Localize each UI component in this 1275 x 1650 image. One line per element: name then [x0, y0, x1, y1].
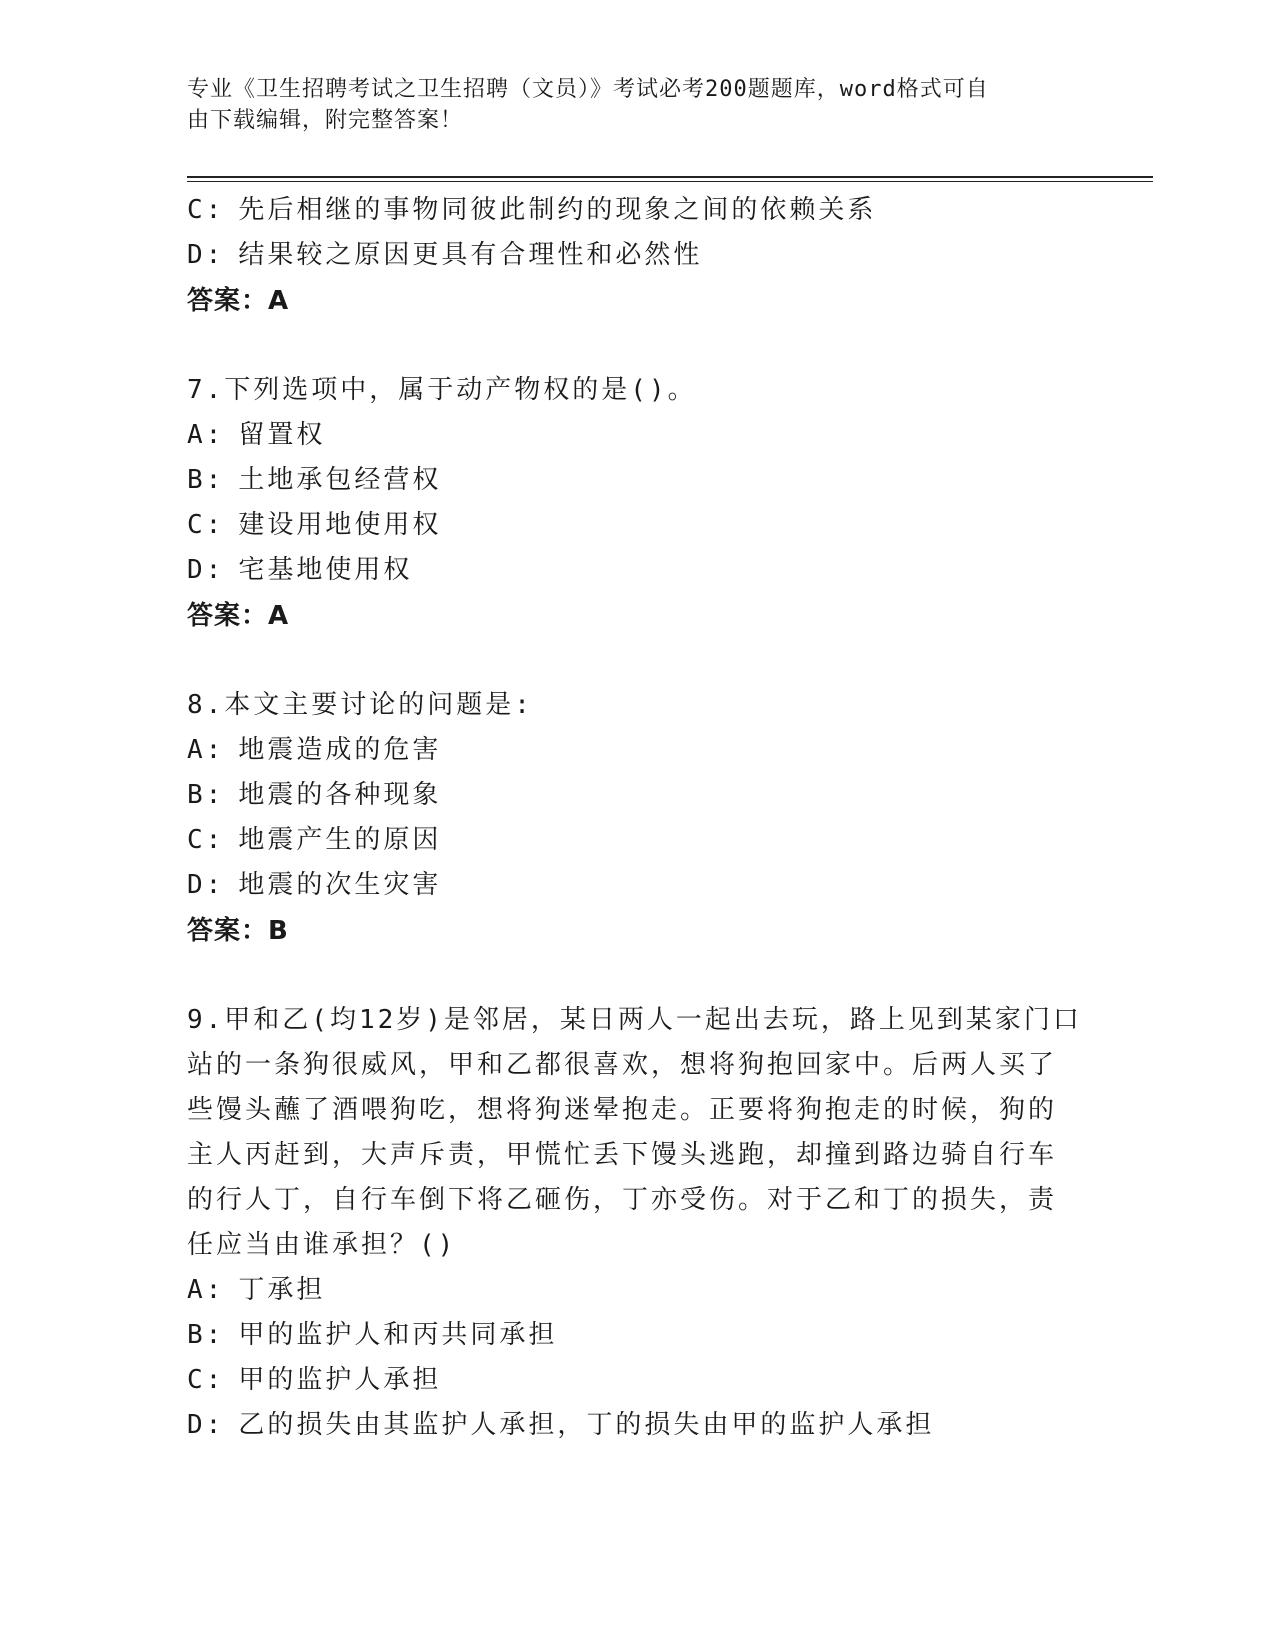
option-text: 地震产生的原因: [238, 825, 442, 855]
option-row: [187, 863, 1087, 908]
option-key: D:: [187, 1410, 225, 1440]
option-key: C:: [187, 510, 225, 540]
option-text: 先后相继的事物同彼此制约的现象之间的依赖关系: [238, 195, 877, 225]
option-text: 留置权: [238, 420, 326, 450]
question-block: [187, 368, 1087, 639]
option-text: 宅基地使用权: [238, 555, 413, 585]
question-stem-line: 9.甲和乙(均12岁)是邻居，某日两人一起出去玩，路上见到某家门口: [187, 1005, 1082, 1035]
question-block: [187, 998, 1087, 1448]
document-header: [187, 74, 1067, 136]
option-row: [187, 458, 1087, 503]
option-text: 土地承包经营权: [238, 465, 442, 495]
option-text: 乙的损失由其监护人承担，丁的损失由甲的监护人承担: [238, 1410, 935, 1440]
answer-line: 答案：A: [187, 286, 290, 316]
answer-line: 答案：A: [187, 601, 290, 631]
option-key: B:: [187, 465, 225, 495]
option-key: B:: [187, 1320, 225, 1350]
option-row: [187, 503, 1087, 548]
option-key: C:: [187, 1365, 225, 1395]
question-stem-line: 些馒头蘸了酒喂狗吃，想将狗迷晕抱走。正要将狗抱走的时候，狗的: [187, 1095, 1058, 1125]
option-key: D:: [187, 555, 225, 585]
option-row: [187, 1268, 1087, 1313]
option-row: [187, 773, 1087, 818]
question-content: [187, 188, 1087, 1448]
option-key: D:: [187, 870, 225, 900]
option-key: A:: [187, 420, 225, 450]
answer-line: 答案：B: [187, 916, 289, 946]
option-key: D:: [187, 240, 225, 270]
option-row: [187, 413, 1087, 458]
option-key: C:: [187, 195, 225, 225]
option-key: C:: [187, 825, 225, 855]
option-row: [187, 548, 1087, 593]
option-text: 甲的监护人和丙共同承担: [238, 1320, 558, 1350]
header-divider-thin: [187, 181, 1153, 182]
question-stem-line: 的行人丁，自行车倒下将乙砸伤，丁亦受伤。对于乙和丁的损失，责: [187, 1185, 1058, 1215]
option-text: 地震造成的危害: [238, 735, 442, 765]
option-row: [187, 818, 1087, 863]
question-stem-line: 任应当由谁承担？(): [187, 1230, 457, 1260]
option-row: [187, 728, 1087, 773]
option-row: [187, 1403, 1087, 1448]
option-key: A:: [187, 1275, 225, 1305]
question-stem-line: 主人丙赶到，大声斥责，甲慌忙丢下馒头逃跑，却撞到路边骑自行车: [187, 1140, 1058, 1170]
option-row: [187, 1358, 1087, 1403]
option-key: B:: [187, 780, 225, 810]
option-text: 地震的次生灾害: [238, 870, 442, 900]
header-line-1: 专业《卫生招聘考试之卫生招聘（文员）》考试必考200题题库，word格式可自: [187, 77, 989, 102]
option-text: 建设用地使用权: [238, 510, 442, 540]
question-stem: 8.本文主要讨论的问题是:: [187, 690, 533, 720]
option-key: A:: [187, 735, 225, 765]
option-text: 甲的监护人承担: [238, 1365, 442, 1395]
carryover-block: [187, 188, 1087, 324]
question-stem: 7.下列选项中，属于动产物权的是()。: [187, 375, 697, 405]
option-text: 结果较之原因更具有合理性和必然性: [238, 240, 703, 270]
option-text: 地震的各种现象: [238, 780, 442, 810]
option-row: [187, 1313, 1087, 1358]
option-text: 丁承担: [238, 1275, 326, 1305]
header-divider-thick: [187, 176, 1153, 178]
option-row: [187, 233, 1087, 278]
question-block: [187, 683, 1087, 954]
option-row: [187, 188, 1087, 233]
header-line-2: 由下载编辑，附完整答案！: [187, 108, 464, 133]
question-stem-line: 站的一条狗很威风，甲和乙都很喜欢，想将狗抱回家中。后两人买了: [187, 1050, 1058, 1080]
